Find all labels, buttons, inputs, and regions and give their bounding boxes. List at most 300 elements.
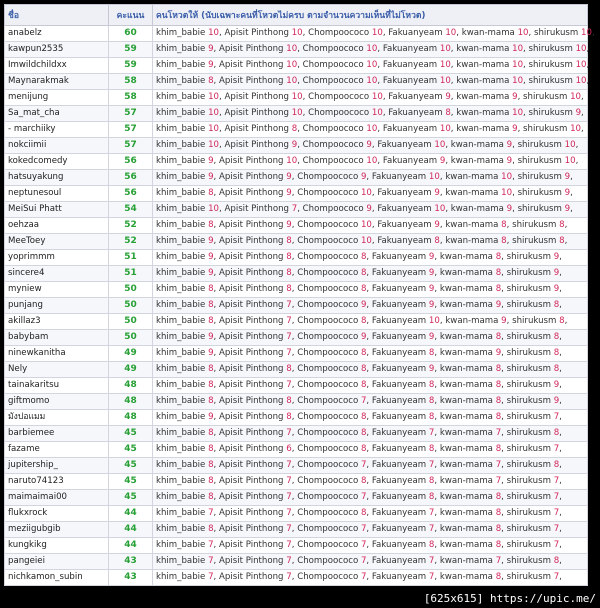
member-name-cell: punjang xyxy=(5,298,109,314)
votes-cell: khim_babie 9, Apisit Pinthong 8, Chompoococo 8, Fakuanyeam 9, kwan-mama 8, shirukusm 9, xyxy=(153,266,588,282)
votes-cell: khim_babie 8, Apisit Pinthong 8, Chompoococo 8, Fakuanyeam 9, kwan-mama 8, shirukusm 8, xyxy=(153,362,588,378)
vote-points: 8 xyxy=(495,572,502,582)
voter-name: khim_babie xyxy=(156,284,206,294)
vote-points: 10 xyxy=(291,28,303,38)
vote-points: 8 xyxy=(428,348,435,358)
vote-points: 10 xyxy=(208,204,220,214)
score-cell: 45 xyxy=(109,426,153,442)
voter-name: Fakuanyeam xyxy=(371,300,427,310)
voter-name: Apisit Pinthong xyxy=(219,60,284,70)
voter-name: Chompoococo xyxy=(297,524,359,534)
voter-name: Fakuanyeam xyxy=(382,60,438,70)
vote-points: 8 xyxy=(208,300,214,310)
voter-name: Fakuanyeam xyxy=(382,124,438,134)
vote-points: 10 xyxy=(208,92,220,102)
voter-name: kwan-mama xyxy=(456,124,510,134)
voter-name: shirukusm xyxy=(506,572,551,582)
voter-name: Apisit Pinthong xyxy=(219,476,284,486)
score-cell: 44 xyxy=(109,522,153,538)
voter-name: shirukusm xyxy=(506,492,551,502)
vote-points: 8 xyxy=(495,332,502,342)
voter-name: Fakuanyeam xyxy=(377,188,432,198)
voter-name: Apisit Pinthong xyxy=(219,508,284,518)
vote-points: 8 xyxy=(360,476,367,486)
voter-name: kwan-mama xyxy=(439,300,493,310)
voter-name: Chompoococo xyxy=(297,316,359,326)
vote-points: 9 xyxy=(512,124,518,134)
voter-name: shirukusm xyxy=(528,108,573,118)
voter-name: khim_babie xyxy=(156,396,206,406)
vote-points: 8 xyxy=(360,428,367,438)
voter-name: shirukusm xyxy=(517,140,562,150)
voter-name: Chompoococo xyxy=(302,76,364,86)
voter-name: Fakuanyeam xyxy=(371,396,427,406)
table-row xyxy=(5,26,588,42)
vote-points: 10 xyxy=(208,108,220,118)
vote-points: 8 xyxy=(208,188,214,198)
vote-points: 9 xyxy=(512,92,518,102)
score-cell: 54 xyxy=(109,202,153,218)
vote-points: 10 xyxy=(360,188,372,198)
votes-cell: khim_babie 9, Apisit Pinthong 8, Chompoococo 8, Fakuanyeam 8, kwan-mama 8, shirukusm 7, xyxy=(153,410,588,426)
voter-name: Chompoococo xyxy=(297,396,359,406)
voter-name: Fakuanyeam xyxy=(371,172,427,182)
voter-name: kwan-mama xyxy=(439,364,493,374)
voter-name: Fakuanyeam xyxy=(382,44,438,54)
column-header-score[interactable]: คะแนน xyxy=(109,5,153,26)
voter-name: shirukusm xyxy=(506,524,551,534)
vote-points: 10 xyxy=(501,188,513,198)
member-name-cell: naruto74123 xyxy=(5,474,109,490)
table-row xyxy=(5,522,588,538)
vote-points: 8 xyxy=(360,380,367,390)
vote-points: 7 xyxy=(286,492,292,502)
vote-points: 10 xyxy=(286,156,298,166)
vote-points: 10 xyxy=(360,220,372,230)
voter-name: shirukusm xyxy=(506,364,551,374)
voter-name: kwan-mama xyxy=(439,444,493,454)
member-name-cell: Sa_mat_cha xyxy=(5,106,109,122)
voter-name: Apisit Pinthong xyxy=(219,236,284,246)
vote-points: 9 xyxy=(360,172,367,182)
voter-name: Chompoococo xyxy=(297,364,359,374)
vote-points: 7 xyxy=(428,572,435,582)
voter-name: Apisit Pinthong xyxy=(219,316,284,326)
vote-points: 10 xyxy=(512,76,524,86)
voter-name: kwan-mama xyxy=(445,188,499,198)
vote-points: 10 xyxy=(366,60,378,70)
vote-points: 8 xyxy=(360,268,367,278)
voter-name: Apisit Pinthong xyxy=(219,284,284,294)
voter-name: Fakuanyeam xyxy=(371,524,427,534)
voter-name: shirukusm xyxy=(517,156,562,166)
voter-name: Fakuanyeam xyxy=(388,108,443,118)
vote-points: 9 xyxy=(208,348,214,358)
table-row xyxy=(5,282,588,298)
table-row xyxy=(5,458,588,474)
voter-name: Fakuanyeam xyxy=(371,572,427,582)
score-cell: 45 xyxy=(109,458,153,474)
voter-name: Chompoococo xyxy=(297,412,359,422)
member-name-cell: neptunesoul xyxy=(5,186,109,202)
voter-name: Fakuanyeam xyxy=(377,204,432,214)
score-cell: 51 xyxy=(109,266,153,282)
voter-name: Apisit Pinthong xyxy=(219,252,284,262)
table-row xyxy=(5,378,588,394)
vote-points: 8 xyxy=(208,460,214,470)
score-cell: 48 xyxy=(109,410,153,426)
table-row xyxy=(5,346,588,362)
voter-name: shirukusm xyxy=(506,284,551,294)
vote-points: 10 xyxy=(517,28,529,38)
table-row xyxy=(5,506,588,522)
voter-name: Chompoococo xyxy=(297,172,359,182)
watermark-text: [625x615] https://upic.me/ xyxy=(423,592,596,605)
table-row xyxy=(5,394,588,410)
vote-points: 8 xyxy=(428,476,435,486)
voter-name: Chompoococo xyxy=(297,332,359,342)
voter-name: shirukusm xyxy=(506,508,551,518)
score-cell: 44 xyxy=(109,538,153,554)
vote-points: 8 xyxy=(208,76,214,86)
vote-points: 8 xyxy=(495,540,502,550)
member-name-cell: MeeToey xyxy=(5,234,109,250)
voter-name: shirukusm xyxy=(506,252,551,262)
voter-name: Apisit Pinthong xyxy=(224,140,289,150)
voter-name: kwan-mama xyxy=(456,76,510,86)
voter-name: Apisit Pinthong xyxy=(224,124,289,134)
votes-cell: khim_babie 8, Apisit Pinthong 7, Chompoococo 8, Fakuanyeam 10, kwan-mama 9, shirukusm 8, xyxy=(153,314,588,330)
voter-name: kwan-mama xyxy=(439,572,493,582)
member-name-cell: anabelz xyxy=(5,26,109,42)
voter-name: khim_babie xyxy=(156,252,206,262)
table-row xyxy=(5,490,588,506)
votes-cell: khim_babie 8, Apisit Pinthong 7, Chompoococo 9, Fakuanyeam 9, kwan-mama 9, shirukusm 8, xyxy=(153,298,588,314)
voter-name: Fakuanyeam xyxy=(371,252,427,262)
vote-points: 7 xyxy=(360,492,367,502)
voter-name: kwan-mama xyxy=(445,236,499,246)
voter-name: khim_babie xyxy=(156,460,206,470)
table-row xyxy=(5,330,588,346)
vote-points: 9 xyxy=(434,220,440,230)
voter-name: shirukusm xyxy=(517,204,562,214)
table-header-row xyxy=(5,5,588,26)
voter-name: Apisit Pinthong xyxy=(219,428,284,438)
vote-points: 7 xyxy=(286,316,292,326)
vote-points: 9 xyxy=(434,188,440,198)
votes-cell: khim_babie 9, Apisit Pinthong 7, Chompoococo 9, Fakuanyeam 9, kwan-mama 8, shirukusm 8, xyxy=(153,330,588,346)
vote-points: 7 xyxy=(553,444,560,454)
table-row xyxy=(5,474,588,490)
vote-points: 10 xyxy=(575,60,587,70)
votes-cell: khim_babie 9, Apisit Pinthong 10, Chompoococo 10, Fakuanyeam 10, kwan-mama 10, shirukusm 10, xyxy=(153,42,588,58)
score-cell: 59 xyxy=(109,42,153,58)
voter-name: kwan-mama xyxy=(456,108,510,118)
vote-points: 7 xyxy=(553,508,560,518)
vote-points: 10 xyxy=(439,60,451,70)
score-cell: 49 xyxy=(109,362,153,378)
voter-name: khim_babie xyxy=(156,348,206,358)
vote-points: 10 xyxy=(360,236,372,246)
vote-points: 8 xyxy=(428,540,435,550)
score-cell: 49 xyxy=(109,346,153,362)
voter-name: Chompoococo xyxy=(297,252,359,262)
vote-points: 8 xyxy=(553,332,560,342)
member-name-cell: MeiSui Phatt xyxy=(5,202,109,218)
vote-points: 10 xyxy=(570,124,582,134)
member-name-cell: kawpun2535 xyxy=(5,42,109,58)
voter-name: Chompoococo xyxy=(297,460,359,470)
votes-cell: khim_babie 9, Apisit Pinthong 7, Chompoococo 8, Fakuanyeam 8, kwan-mama 9, shirukusm 8, xyxy=(153,346,588,362)
table-row xyxy=(5,106,588,122)
voter-name: Fakuanyeam xyxy=(371,476,427,486)
table-row xyxy=(5,122,588,138)
table-row xyxy=(5,298,588,314)
voter-name: khim_babie xyxy=(156,476,206,486)
score-cell: 50 xyxy=(109,314,153,330)
vote-points: 7 xyxy=(495,460,502,470)
score-cell: 58 xyxy=(109,90,153,106)
vote-points: 8 xyxy=(360,444,367,454)
vote-points: 10 xyxy=(366,156,378,166)
table-body xyxy=(5,26,595,586)
votes-cell: khim_babie 9, Apisit Pinthong 9, Chompoococo 9, Fakuanyeam 10, kwan-mama 10, shirukusm 9, xyxy=(153,170,588,186)
voter-name: Apisit Pinthong xyxy=(219,220,284,230)
vote-points: 10 xyxy=(512,44,524,54)
voter-name: Fakuanyeam xyxy=(371,316,427,326)
votes-cell: khim_babie 10, Apisit Pinthong 8, Chompoococo 10, Fakuanyeam 10, kwan-mama 9, shirukusm 10, xyxy=(153,122,588,138)
member-name-cell: yoprimmm xyxy=(5,250,109,266)
vote-points: 8 xyxy=(208,316,214,326)
vote-points: 7 xyxy=(428,428,435,438)
vote-points: 8 xyxy=(501,236,507,246)
voter-name: Apisit Pinthong xyxy=(219,268,284,278)
vote-points: 9 xyxy=(208,252,214,262)
column-header-votes[interactable]: คนโหวตให้ (นับเฉพาะคนที่โหวตไม่ครบ ตามจำนวนความเห็นที่ไม่โหวต) xyxy=(153,5,588,26)
vote-points: 10 xyxy=(439,76,451,86)
vote-points: 9 xyxy=(360,300,367,310)
vote-points: 9 xyxy=(428,268,435,278)
vote-points: 10 xyxy=(575,76,587,86)
voter-name: kwan-mama xyxy=(439,252,493,262)
voter-name: Chompoococo xyxy=(297,236,359,246)
voter-name: Fakuanyeam xyxy=(371,284,427,294)
vote-points: 8 xyxy=(445,108,451,118)
voter-name: khim_babie xyxy=(156,108,206,118)
voter-name: Fakuanyeam xyxy=(371,508,427,518)
vote-points: 8 xyxy=(495,444,502,454)
voter-name: Fakuanyeam xyxy=(371,380,427,390)
vote-points: 7 xyxy=(360,524,367,534)
vote-points: 9 xyxy=(553,252,560,262)
table-row xyxy=(5,154,588,170)
votes-cell: khim_babie 10, Apisit Pinthong 9, Chompoococo 9, Fakuanyeam 10, kwan-mama 9, shirukusm 10, xyxy=(153,138,588,154)
table-row xyxy=(5,170,588,186)
voter-name: Chompoococo xyxy=(302,124,364,134)
votes-cell: khim_babie 9, Apisit Pinthong 10, Chompoococo 10, Fakuanyeam 10, kwan-mama 10, shirukusm 10, xyxy=(153,58,588,74)
vote-points: 7 xyxy=(495,428,502,438)
voter-name: shirukusm xyxy=(517,172,562,182)
voter-name: shirukusm xyxy=(506,396,551,406)
voter-name: shirukusm xyxy=(528,44,573,54)
vote-points: 10 xyxy=(428,172,440,182)
votes-cell: khim_babie 7, Apisit Pinthong 7, Chompoococo 7, Fakuanyeam 7, kwan-mama 8, shirukusm 7, xyxy=(153,570,588,586)
vote-points: 9 xyxy=(501,316,507,326)
vote-points: 8 xyxy=(286,364,292,374)
table-row xyxy=(5,90,588,106)
table-row xyxy=(5,314,588,330)
voter-name: Fakuanyeam xyxy=(377,140,432,150)
member-name-cell: tainakaritsu xyxy=(5,378,109,394)
vote-points: 7 xyxy=(286,556,292,566)
vote-points: 7 xyxy=(291,204,298,214)
vote-points: 9 xyxy=(428,332,435,342)
voter-name: kwan-mama xyxy=(456,92,510,102)
vote-points: 7 xyxy=(495,556,502,566)
vote-points: 8 xyxy=(208,492,214,502)
table-row xyxy=(5,442,588,458)
votes-cell: khim_babie 8, Apisit Pinthong 7, Chompoococo 8, Fakuanyeam 8, kwan-mama 8, shirukusm 9, xyxy=(153,378,588,394)
column-header-name[interactable]: ชื่อ xyxy=(5,5,109,26)
voter-name: khim_babie xyxy=(156,508,206,518)
voter-name: Apisit Pinthong xyxy=(219,396,284,406)
table-row xyxy=(5,74,588,90)
vote-points: 8 xyxy=(553,300,560,310)
vote-points: 10 xyxy=(366,124,378,134)
votes-cell: khim_babie 8, Apisit Pinthong 7, Chompoococo 7, Fakuanyeam 7, kwan-mama 8, shirukusm 7, xyxy=(153,522,588,538)
voter-name: Fakuanyeam xyxy=(377,236,432,246)
voter-name: Apisit Pinthong xyxy=(219,540,284,550)
voter-name: Fakuanyeam xyxy=(371,268,427,278)
vote-points: 7 xyxy=(286,572,292,582)
voter-name: Chompoococo xyxy=(308,28,370,38)
vote-points: 8 xyxy=(208,220,214,230)
voter-name: shirukusm xyxy=(506,380,551,390)
vote-points: 7 xyxy=(286,348,292,358)
voter-name: shirukusm xyxy=(528,60,573,70)
voter-name: khim_babie xyxy=(156,300,206,310)
vote-points: 8 xyxy=(208,476,214,486)
vote-points: 8 xyxy=(428,380,435,390)
vote-points: 10 xyxy=(366,76,378,86)
vote-points: 8 xyxy=(559,220,565,230)
score-table xyxy=(4,4,595,586)
score-cell: 57 xyxy=(109,122,153,138)
voter-name: khim_babie xyxy=(156,380,206,390)
voter-name: Chompoococo xyxy=(302,60,364,70)
voter-name: Fakuanyeam xyxy=(371,332,427,342)
voter-name: Apisit Pinthong xyxy=(219,172,284,182)
voter-name: Apisit Pinthong xyxy=(219,460,284,470)
table-row xyxy=(5,554,588,570)
score-cell: 45 xyxy=(109,474,153,490)
score-cell: 45 xyxy=(109,490,153,506)
voter-name: khim_babie xyxy=(156,428,206,438)
voter-name: Fakuanyeam xyxy=(388,92,443,102)
vote-points: 9 xyxy=(553,268,560,278)
voter-name: Fakuanyeam xyxy=(371,492,427,502)
vote-points: 10 xyxy=(445,28,457,38)
votes-cell: khim_babie 10, Apisit Pinthong 10, Chompoococo 10, Fakuanyeam 9, kwan-mama 9, shirukusm 10, xyxy=(153,90,588,106)
vote-points: 8 xyxy=(286,236,292,246)
member-name-cell: maimaimai00 xyxy=(5,490,109,506)
score-cell: 45 xyxy=(109,442,153,458)
vote-points: 9 xyxy=(575,108,582,118)
votes-cell: khim_babie 8, Apisit Pinthong 8, Chompoococo 7, Fakuanyeam 8, kwan-mama 8, shirukusm 9, xyxy=(153,394,588,410)
voter-name: shirukusm xyxy=(506,444,551,454)
vote-points: 10 xyxy=(512,60,524,70)
votes-cell: khim_babie 8, Apisit Pinthong 10, Chompoococo 10, Fakuanyeam 10, kwan-mama 10, shirukusm 10, xyxy=(153,74,588,90)
voter-name: Fakuanyeam xyxy=(371,428,427,438)
voter-name: Chompoococo xyxy=(297,556,359,566)
vote-points: 9 xyxy=(366,140,372,150)
vote-points: 9 xyxy=(553,396,560,406)
votes-cell: khim_babie 7, Apisit Pinthong 7, Chompoococo 7, Fakuanyeam 8, kwan-mama 8, shirukusm 7, xyxy=(153,538,588,554)
score-cell: 48 xyxy=(109,378,153,394)
vote-points: 10 xyxy=(371,92,383,102)
vote-points: 9 xyxy=(366,204,372,214)
member-name-cell: babybam xyxy=(5,330,109,346)
vote-points: 9 xyxy=(286,188,292,198)
vote-points: 8 xyxy=(360,284,367,294)
member-name-cell: nichkamon_subin xyxy=(5,570,109,586)
vote-points: 7 xyxy=(428,524,435,534)
vote-points: 8 xyxy=(495,252,502,262)
vote-points: 10 xyxy=(575,44,587,54)
voter-name: Fakuanyeam xyxy=(371,412,427,422)
vote-points: 8 xyxy=(286,252,292,262)
voter-name: shirukusm xyxy=(506,332,551,342)
vote-points: 8 xyxy=(428,444,435,454)
vote-points: 9 xyxy=(208,236,214,246)
voter-name: Chompoococo xyxy=(297,220,359,230)
vote-points: 10 xyxy=(286,60,298,70)
voter-name: khim_babie xyxy=(156,524,206,534)
voter-name: khim_babie xyxy=(156,572,206,582)
score-cell: 56 xyxy=(109,154,153,170)
voter-name: Apisit Pinthong xyxy=(219,492,284,502)
vote-points: 9 xyxy=(208,44,214,54)
voter-name: Apisit Pinthong xyxy=(219,572,284,582)
vote-points: 8 xyxy=(208,524,214,534)
voter-name: Apisit Pinthong xyxy=(219,156,284,166)
voter-name: shirukusm xyxy=(533,28,579,38)
voter-name: kwan-mama xyxy=(439,268,493,278)
vote-points: 9 xyxy=(208,412,214,422)
vote-points: 7 xyxy=(428,556,435,566)
vote-points: 8 xyxy=(553,556,560,566)
voter-name: Apisit Pinthong xyxy=(219,556,284,566)
score-cell: 50 xyxy=(109,330,153,346)
voter-name: Chompoococo xyxy=(297,380,359,390)
voter-name: shirukusm xyxy=(506,556,551,566)
member-name-cell: - marchiiky xyxy=(5,122,109,138)
vote-points: 8 xyxy=(208,444,214,454)
vote-points: 8 xyxy=(553,460,560,470)
vote-points: 7 xyxy=(286,332,292,342)
vote-points: 9 xyxy=(208,268,214,278)
vote-points: 9 xyxy=(208,172,214,182)
voter-name: Chompoococo xyxy=(297,348,359,358)
votes-cell: khim_babie 8, Apisit Pinthong 9, Chompoococo 10, Fakuanyeam 9, kwan-mama 8, shirukusm 8, xyxy=(153,218,588,234)
vote-points: 7 xyxy=(286,524,292,534)
vote-points: 9 xyxy=(428,252,435,262)
vote-points: 7 xyxy=(360,556,367,566)
score-cell: 44 xyxy=(109,506,153,522)
voter-name: kwan-mama xyxy=(439,284,493,294)
votes-cell: khim_babie 8, Apisit Pinthong 7, Chompoococo 8, Fakuanyeam 8, kwan-mama 7, shirukusm 7, xyxy=(153,474,588,490)
vote-points: 8 xyxy=(495,524,502,534)
